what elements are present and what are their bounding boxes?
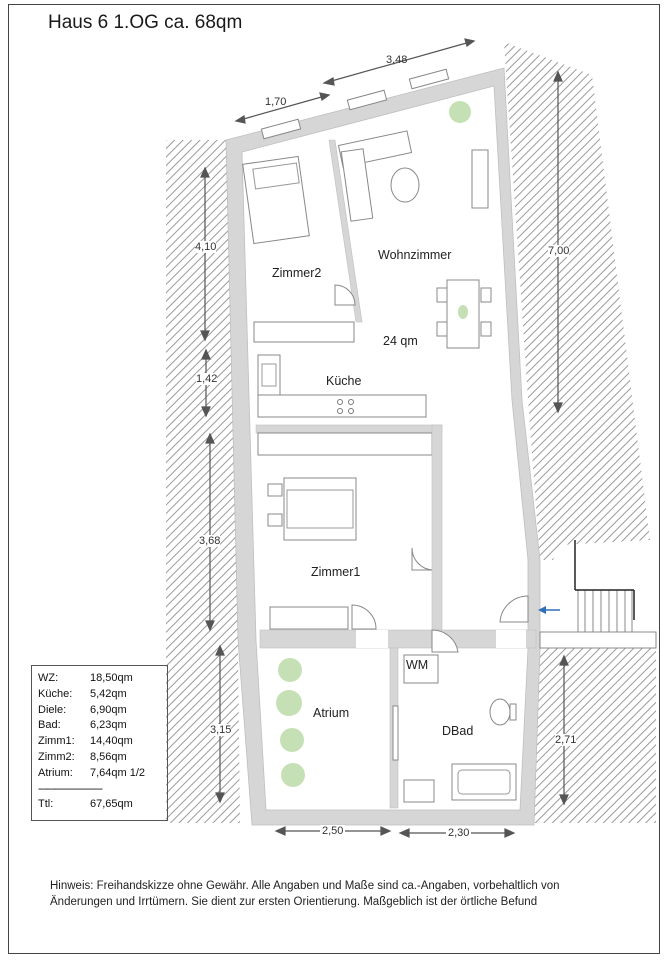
zimmer1-right-wall: [432, 425, 442, 633]
dimension-label-left-1: 4,10: [195, 241, 217, 253]
room-label-atrium: Atrium: [313, 706, 350, 720]
legend-total-row: Ttl: 67,65qm: [38, 798, 133, 811]
kitchen-counter-bottom: [258, 395, 426, 417]
desk: [270, 607, 348, 629]
coffee-table: [391, 168, 419, 202]
plant: [449, 101, 471, 123]
dimension-label-top-right: 3,48: [386, 54, 408, 66]
vase: [458, 305, 468, 319]
dimension-label-bottom-right: 2,30: [448, 827, 470, 839]
room-label-dbad: DBad: [442, 724, 474, 738]
dimension-label-left-4: 3,15: [210, 724, 232, 736]
washbasin: [404, 780, 434, 802]
plan-title: Haus 6 1.OG ca. 68qm: [48, 12, 243, 33]
room-area-wohnzimmer: 24 qm: [383, 334, 418, 348]
legend-row: WZ: 18,50qm: [38, 672, 133, 684]
door-gap: [496, 630, 526, 648]
landing: [540, 632, 656, 648]
bed-divider: [287, 490, 353, 528]
bathtub-inner: [458, 770, 510, 794]
nightstand: [268, 484, 282, 496]
sliding-door: [393, 706, 398, 760]
chair: [481, 322, 491, 336]
legend-row: Atrium: 7,64qm 1/2: [38, 766, 146, 779]
legend-row: Küche: 5,42qm: [38, 687, 127, 700]
sideboard: [472, 150, 488, 208]
chair: [481, 288, 491, 302]
hatch-right-lower: [532, 648, 656, 823]
door-arc: [500, 596, 528, 622]
chair: [437, 288, 447, 302]
kitchen-wall: [256, 425, 442, 433]
dimension-label-left-3: 3,68: [199, 535, 221, 547]
legend-row: Zimm1: 14,40qm: [38, 735, 133, 748]
nightstand: [268, 514, 282, 526]
room-label-wm: WM: [406, 658, 429, 672]
room-label-kueche: Küche: [326, 374, 362, 388]
sink: [262, 364, 276, 386]
dimension-label-right-2: 2,71: [555, 734, 577, 746]
dimension-label-bottom-left: 2,50: [322, 825, 344, 837]
toilet: [490, 699, 510, 725]
room-label-zimmer2: Zimmer2: [272, 266, 322, 280]
plant: [278, 658, 302, 682]
wardrobe: [258, 433, 432, 455]
door-gap: [356, 630, 388, 648]
door-arc: [352, 605, 376, 629]
legend-row: Bad: 6,23qm: [38, 719, 127, 732]
room-label-zimmer1: Zimmer1: [311, 565, 361, 579]
plant: [280, 728, 304, 752]
toilet-tank: [510, 704, 516, 720]
staircase: [578, 590, 632, 632]
plant: [281, 763, 305, 787]
chair: [437, 322, 447, 336]
dimension-label-left-2: 1,42: [196, 373, 218, 385]
room-label-wohnzimmer: Wohnzimmer: [378, 248, 452, 262]
legend-row: Zimm2: 8,56qm: [38, 750, 127, 763]
legend-separator: ------------------------: [38, 782, 102, 795]
disclaimer-note: Hinweis: Freihandskizze ohne Gewähr. Alle Angaben und Maße sind ca.-Angaben, vorbehaltlich von Änderungen und Irrtümern. Sie dient zur ersten Orientierung. Maßgeblich ist der örtliche Befund: [50, 880, 560, 908]
dimension-label-top-left: 1,70: [265, 96, 287, 108]
legend-row: Diele: 6,90qm: [38, 703, 127, 716]
corridor-wall: [260, 630, 536, 648]
plant: [276, 690, 302, 716]
cabinet: [254, 322, 354, 342]
dimension-label-right-1: 7,00: [548, 245, 570, 257]
door-arc: [412, 548, 432, 570]
area-legend: [31, 665, 168, 821]
